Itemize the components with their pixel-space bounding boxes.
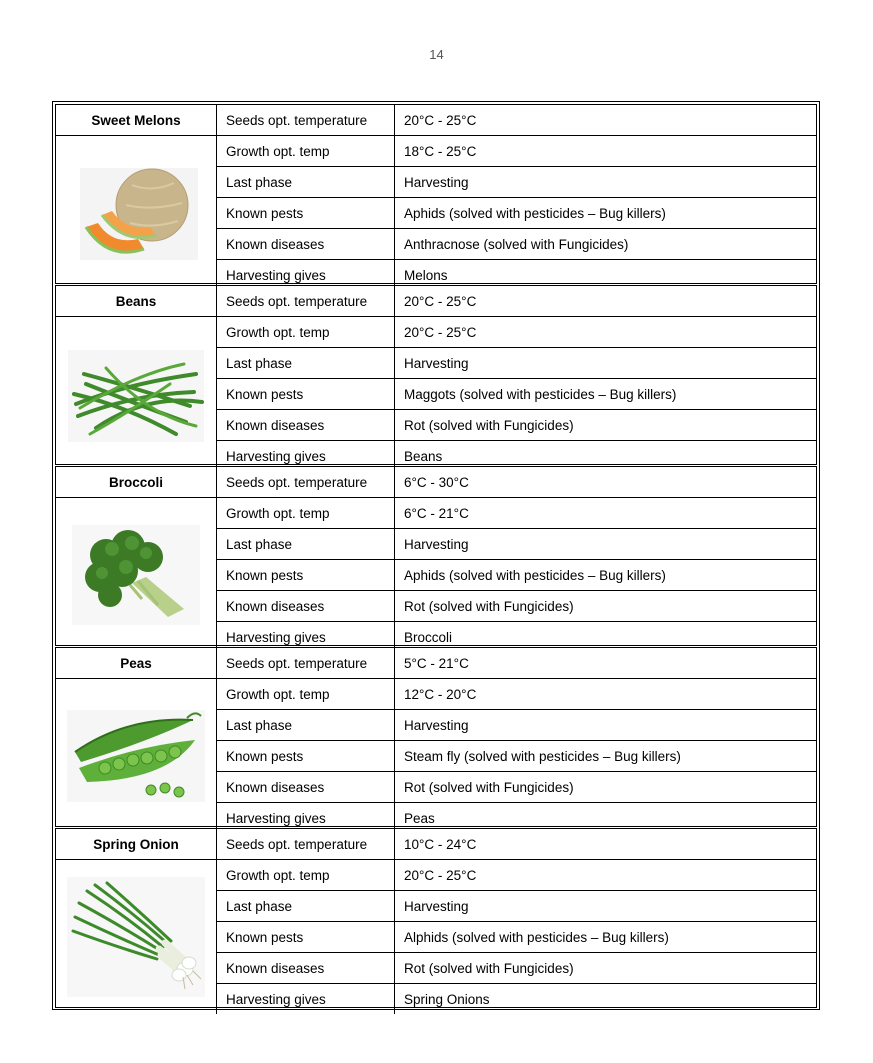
param-value: Rot (solved with Fungicides) [395, 953, 817, 984]
param-value: Maggots (solved with pesticides – Bug killers) [395, 379, 817, 410]
crop-name: Broccoli [56, 467, 217, 498]
param-label: Growth opt. temp [217, 136, 395, 167]
param-label: Growth opt. temp [217, 498, 395, 529]
param-value: Aphids (solved with pesticides – Bug killers) [395, 198, 817, 229]
param-value: 18°C - 25°C [395, 136, 817, 167]
param-label: Seeds opt. temperature [217, 286, 395, 317]
param-value: 20°C - 25°C [395, 286, 817, 317]
param-label: Known diseases [217, 410, 395, 441]
crop-block-broccoli [55, 466, 817, 646]
param-value: Anthracnose (solved with Fungicides) [395, 229, 817, 260]
param-label: Harvesting gives [217, 260, 395, 291]
param-label: Last phase [217, 167, 395, 198]
param-value: 10°C - 24°C [395, 829, 817, 860]
crop-image-cell [56, 317, 217, 472]
table-row [56, 829, 816, 860]
param-label: Harvesting gives [217, 622, 395, 653]
param-value: Harvesting [395, 348, 817, 379]
table-row [56, 860, 816, 891]
crop-name: Spring Onion [56, 829, 217, 860]
param-label: Growth opt. temp [217, 679, 395, 710]
param-value: Spring Onions [395, 984, 817, 1015]
param-value: Aphids (solved with pesticides – Bug killers) [395, 560, 817, 591]
param-value: Harvesting [395, 891, 817, 922]
crop-block-spring-onion [55, 828, 817, 1008]
param-label: Growth opt. temp [217, 860, 395, 891]
table-row [56, 286, 816, 317]
table-row [56, 136, 816, 167]
crop-image-cell [56, 860, 217, 1015]
param-label: Harvesting gives [217, 441, 395, 472]
table-row [56, 648, 816, 679]
param-label: Seeds opt. temperature [217, 467, 395, 498]
param-label: Known diseases [217, 953, 395, 984]
table-row [56, 317, 816, 348]
param-label: Harvesting gives [217, 984, 395, 1015]
crop-image-cell [56, 136, 217, 291]
param-value: Peas [395, 803, 817, 834]
param-label: Harvesting gives [217, 803, 395, 834]
param-label: Known pests [217, 198, 395, 229]
param-value: Steam fly (solved with pesticides – Bug killers) [395, 741, 817, 772]
param-label: Known pests [217, 379, 395, 410]
param-label: Known diseases [217, 591, 395, 622]
param-label: Last phase [217, 348, 395, 379]
param-value: Harvesting [395, 529, 817, 560]
table-row [56, 679, 816, 710]
table-row [56, 467, 816, 498]
param-label: Seeds opt. temperature [217, 829, 395, 860]
param-value: 5°C - 21°C [395, 648, 817, 679]
param-label: Seeds opt. temperature [217, 648, 395, 679]
param-value: Harvesting [395, 710, 817, 741]
param-label: Known pests [217, 922, 395, 953]
param-value: Harvesting [395, 167, 817, 198]
green-beans-icon [66, 344, 206, 444]
crop-block-peas [55, 647, 817, 827]
param-label: Last phase [217, 710, 395, 741]
param-value: 12°C - 20°C [395, 679, 817, 710]
crop-image-cell [56, 498, 217, 653]
melon-icon [72, 163, 200, 263]
param-value: 20°C - 25°C [395, 105, 817, 136]
crop-name: Peas [56, 648, 217, 679]
param-value: Alphids (solved with pesticides – Bug killers) [395, 922, 817, 953]
crop-name: Beans [56, 286, 217, 317]
broccoli-icon [72, 525, 200, 625]
crop-image-cell [56, 679, 217, 834]
table-row [56, 105, 816, 136]
param-label: Known diseases [217, 229, 395, 260]
param-value: Rot (solved with Fungicides) [395, 591, 817, 622]
param-value: Rot (solved with Fungicides) [395, 772, 817, 803]
crop-name: Sweet Melons [56, 105, 217, 136]
param-value: Melons [395, 260, 817, 291]
param-value: Broccoli [395, 622, 817, 653]
param-value: 6°C - 21°C [395, 498, 817, 529]
param-value: Beans [395, 441, 817, 472]
crop-block-beans [55, 285, 817, 465]
param-value: 6°C - 30°C [395, 467, 817, 498]
param-label: Last phase [217, 891, 395, 922]
param-value: 20°C - 25°C [395, 860, 817, 891]
param-label: Seeds opt. temperature [217, 105, 395, 136]
crop-block-sweet-melons [55, 104, 817, 284]
param-label: Known diseases [217, 772, 395, 803]
crop-reference-table [52, 101, 820, 1010]
spring-onion-icon [67, 877, 205, 997]
param-label: Growth opt. temp [217, 317, 395, 348]
page-number: 14 [429, 47, 444, 62]
param-label: Known pests [217, 560, 395, 591]
peas-icon [67, 706, 205, 806]
param-value: 20°C - 25°C [395, 317, 817, 348]
param-label: Known pests [217, 741, 395, 772]
table-row [56, 498, 816, 529]
param-value: Rot (solved with Fungicides) [395, 410, 817, 441]
param-label: Last phase [217, 529, 395, 560]
